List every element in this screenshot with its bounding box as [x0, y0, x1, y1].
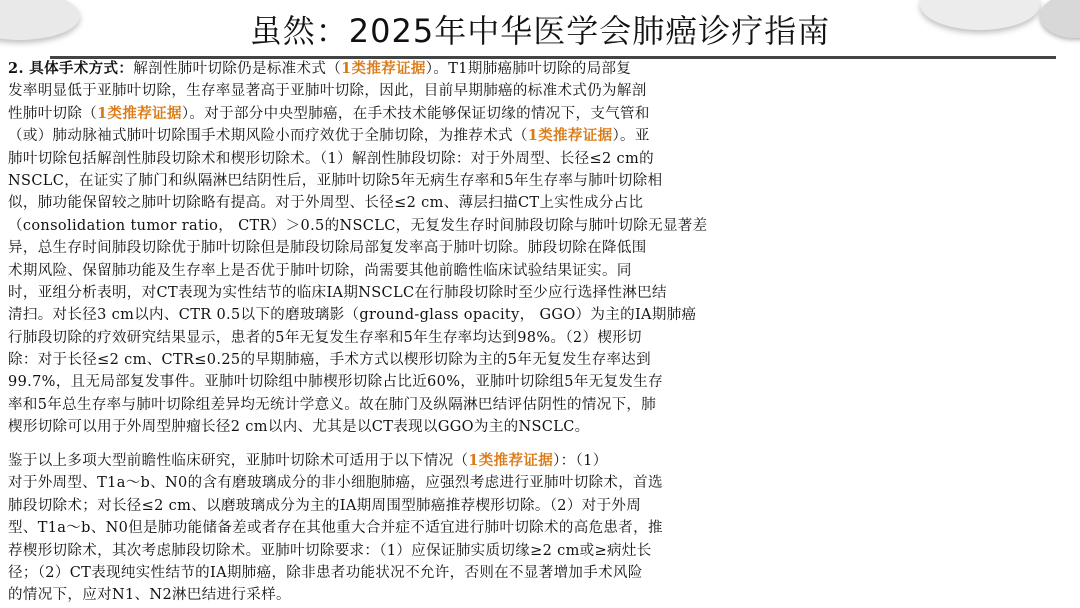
text-line: [8, 394, 1070, 416]
text-segment: 性肺叶切除（: [8, 105, 98, 122]
text-segment: 鉴于以上多项大型前瞻性临床研究，亚肺叶切除术可适用于以下情况（: [8, 453, 469, 469]
text-segment: 2. 具体手术方式：: [8, 60, 134, 77]
text-segment: 发率明显低于亚肺叶切除，生存率显著高于亚肺叶切除，因此，目前早期肺癌的标准术式仍为解剖: [8, 83, 647, 100]
text-line: [8, 327, 1070, 349]
text-line: [8, 125, 1070, 147]
text-line: [8, 371, 1070, 393]
text-segment: 楔形切除可以用于外周型肿瘤长径2 cm以内、尤其是以CT表现以GGO为主的NSCLC。: [8, 419, 590, 436]
text-line: [8, 450, 1070, 472]
text-segment: 似，肺功能保留较之肺叶切除略有提高。对于外周型、长径≤2 cm、薄层扫描CT上实性成分占比: [8, 195, 644, 212]
text-segment: 术期风险、保留肺功能及生存率上是否优于肺叶切除，尚需要其他前瞻性临床试验结果证实。同: [8, 262, 632, 279]
text-segment: NSCLC，在证实了肺门和纵隔淋巴结阴性后，亚肺叶切除5年无病生存率和5年生存率与肺叶切除相: [8, 172, 663, 189]
text-segment: 清扫。对长径3 cm以内、CTR 0.5以下的磨玻璃影（ground-glass opacity， GGO）为主的IA期肺癌: [8, 307, 697, 324]
text-segment: 型、T1a～b、N0但是肺功能储备差或者存在其他重大合并症不适宜进行肺叶切除术的高危患者，推: [8, 520, 663, 537]
text-segment: 时，亚组分析表明，对CT表现为实性结节的临床IA期NSCLC在行肺段切除时至少应行选择性淋巴结: [8, 284, 667, 301]
text-segment: （或）肺动脉袖式肺叶切除围手术期风险小而疗效优于全肺切除，为推荐术式（: [8, 128, 528, 145]
guideline-excerpt: [8, 58, 1070, 604]
text-line: [8, 192, 1070, 214]
text-line: [8, 562, 1070, 584]
text-line: [8, 148, 1070, 170]
text-line: [8, 584, 1070, 606]
text-segment: ）。亚: [612, 128, 650, 145]
slide-title: 虽然：2025年中华医学会肺癌诊疗指南: [249, 12, 831, 50]
text-segment: 异，总生存时间肺段切除优于肺叶切除但是肺段切除局部复发率高于肺叶切除。肺段切除在降低围: [8, 240, 647, 257]
text-line: [8, 517, 1070, 539]
text-segment: 肺段切除术；对长径≤2 cm、以磨玻璃成分为主的IA期周围型肺癌推荐楔形切除。（2）对于外周: [8, 497, 642, 514]
text-segment: 解剖性肺叶切除仍是标准术式（: [133, 61, 342, 77]
text-segment: 径；（2）CT表现纯实性结节的IA期肺癌，除非患者功能状况不允许，否则在不显著增加手术风险: [8, 564, 643, 581]
recommendation-label: 1类推荐证据: [97, 104, 182, 122]
text-segment: 荐楔形切除术，其次考虑肺段切除术。亚肺叶切除要求：（1）应保证肺实质切缘≥2 cm或≥病灶长: [8, 542, 652, 559]
text-segment: ）：（1）: [553, 453, 608, 469]
text-segment: ）。T1期肺癌肺叶切除的局部复: [425, 61, 632, 77]
recommendation-label: 1类推荐证据: [468, 452, 554, 469]
text-segment: 对于外周型、T1a～b、N0的含有磨玻璃成分的非小细胞肺癌，应强烈考虑进行亚肺叶切除术，首选: [8, 475, 663, 492]
text-line: [8, 80, 1070, 102]
text-line: [8, 260, 1070, 282]
text-line: [8, 237, 1070, 259]
paragraph-indications: [8, 450, 1070, 607]
text-line: [8, 58, 1070, 80]
text-segment: 除：对于长径≤2 cm、CTR≤0.25的早期肺癌，手术方式以楔形切除为主的5年无复发生存率达到: [8, 352, 651, 369]
text-line: [8, 282, 1070, 304]
text-line: [8, 495, 1070, 517]
text-segment: 行肺段切除的疗效研究结果显示，患者的5年无复发生存率和5年生存率均达到98%。（2）楔形切: [8, 329, 642, 346]
text-segment: 的情况下，应对N1、N2淋巴结进行采样。: [8, 587, 291, 604]
text-line: [8, 304, 1070, 326]
text-line: [8, 215, 1070, 237]
text-segment: 99.7%，且无局部复发事件。亚肺叶切除组中肺楔形切除占比近60%，亚肺叶切除组5年无复发生存: [8, 374, 663, 391]
recommendation-label: 1类推荐证据: [341, 60, 426, 77]
text-line: [8, 416, 1070, 438]
paragraph-surgical-methods: [8, 58, 1070, 439]
text-segment: 率和5年总生存率与肺叶切除组差异均无统计学意义。故在肺门及纵隔淋巴结评估阴性的情况下，肺: [8, 396, 657, 413]
text-line: [8, 103, 1070, 125]
text-line: [8, 349, 1070, 371]
text-line: [8, 472, 1070, 494]
recommendation-label: 1类推荐证据: [527, 127, 613, 145]
text-segment: ）。对于部分中央型肺癌，在手术技术能够保证切缘的情况下，支气管和: [181, 105, 650, 122]
text-segment: 肺叶切除包括解剖性肺段切除术和楔形切除术。（1）解剖性肺段切除：对于外周型、长径≤2 cm的: [8, 150, 654, 167]
text-segment: （consolidation tumor ratio， CTR）＞0.5的NSCLC，无复发生存时间肺段切除与肺叶切除无显著差: [8, 217, 708, 234]
text-line: [8, 170, 1070, 192]
text-line: [8, 540, 1070, 562]
